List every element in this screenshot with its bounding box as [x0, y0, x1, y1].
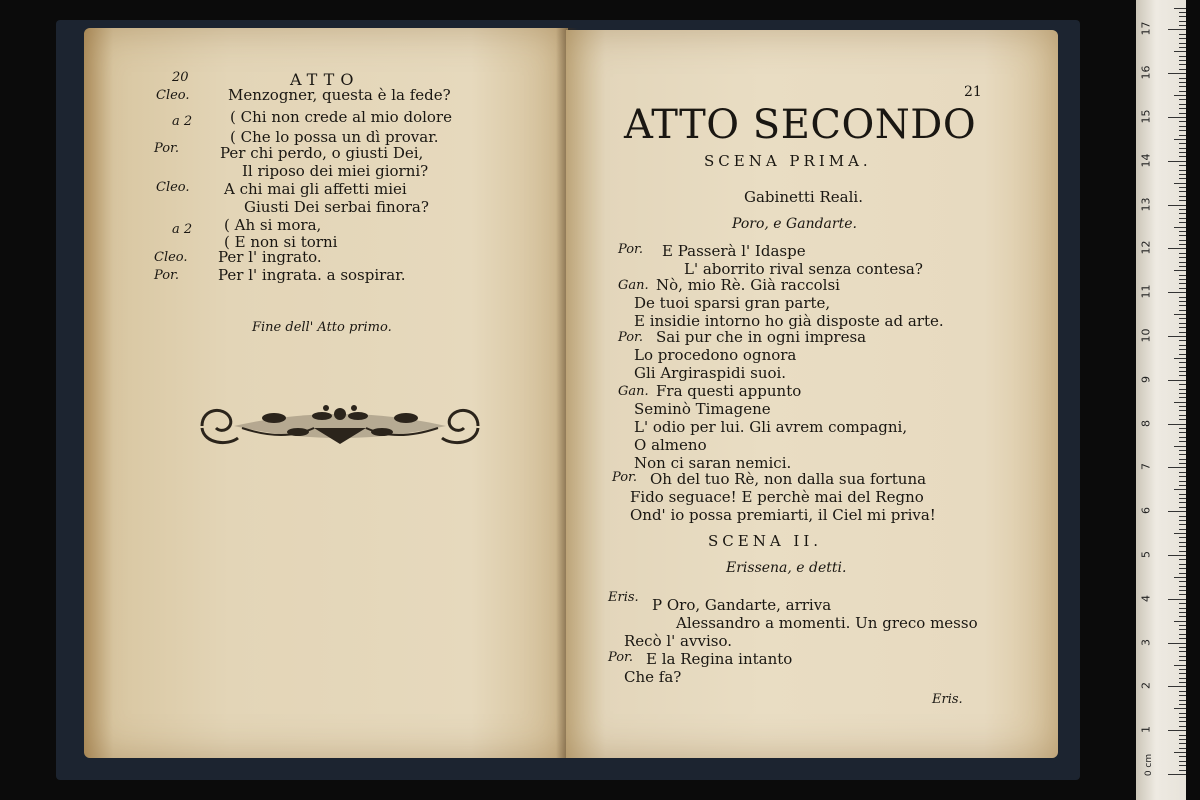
ruler-tick	[1179, 318, 1186, 319]
ruler-tick	[1179, 590, 1186, 591]
ruler-tick	[1179, 108, 1186, 109]
ruler-tick	[1168, 292, 1186, 293]
ruler-tick	[1179, 266, 1186, 267]
ruler-tick	[1179, 634, 1186, 635]
ruler-tick	[1179, 332, 1186, 333]
ruler-tick	[1179, 174, 1186, 175]
ruler-tick	[1179, 240, 1186, 241]
verse-line: O almeno	[634, 436, 707, 454]
ruler-tick	[1179, 170, 1186, 171]
ruler-tick	[1179, 275, 1186, 276]
verse-line: Fra questi appunto	[656, 382, 802, 400]
ruler-tick	[1179, 279, 1186, 280]
verse-line: Per l' ingrato.	[218, 248, 322, 266]
ruler-tick	[1168, 248, 1186, 249]
ruler-tick	[1179, 704, 1186, 705]
act-title: ATTO SECONDO	[624, 102, 977, 148]
ruler-tick	[1179, 354, 1186, 355]
ruler-tick	[1174, 489, 1186, 490]
ruler-tick	[1179, 516, 1186, 517]
speaker-label: Gan.	[618, 384, 649, 399]
ruler-tick	[1179, 573, 1186, 574]
ruler-tick	[1179, 713, 1186, 714]
ruler-tick	[1179, 362, 1186, 363]
ruler-number: 15	[1139, 109, 1153, 124]
ruler-tick	[1179, 770, 1186, 771]
ruler-tick	[1179, 345, 1186, 346]
ruler-tick	[1179, 244, 1186, 245]
verse-line: Ond' io possa premiarti, il Ciel mi priva!	[630, 506, 936, 524]
ruler-tick	[1168, 336, 1186, 337]
ruler-tick	[1168, 424, 1186, 425]
speaker-label: Por.	[612, 470, 637, 485]
verse-line: Oh del tuo Rè, non dalla sua fortuna	[650, 470, 927, 488]
speaker-label: Por.	[154, 141, 179, 156]
ruler-tick	[1168, 205, 1186, 206]
ruler-tick	[1179, 603, 1186, 604]
verse-line: Non ci saran nemici.	[634, 454, 792, 472]
measuring-ruler	[1136, 0, 1186, 800]
ruler-tick	[1179, 384, 1186, 385]
verse-line: Recò l' avviso.	[624, 632, 732, 650]
ruler-tick	[1179, 91, 1186, 92]
ruler-tick	[1179, 257, 1186, 258]
verse-line: De tuoi sparsi gran parte,	[634, 294, 831, 312]
ruler-tick	[1179, 691, 1186, 692]
verse-line: Menzogner, questa è la fede?	[228, 86, 451, 104]
ruler-tick	[1179, 682, 1186, 683]
ruler-tick	[1179, 283, 1186, 284]
ruler-tick	[1179, 104, 1186, 105]
ruler-number: 1	[1139, 726, 1153, 734]
ruler-tick	[1179, 47, 1186, 48]
ruler-tick	[1179, 608, 1186, 609]
ruler-tick	[1179, 371, 1186, 372]
ruler-tick	[1168, 380, 1186, 381]
left-page	[84, 28, 568, 758]
ruler-tick	[1179, 726, 1186, 727]
scene-characters: Erissena, e detti.	[726, 560, 847, 576]
ruler-tick	[1179, 135, 1186, 136]
ruler-tick	[1179, 529, 1186, 530]
ruler-tick	[1179, 721, 1186, 722]
ruler-number: 8	[1139, 419, 1153, 427]
ornament-vignette	[194, 398, 486, 454]
ruler-tick	[1179, 389, 1186, 390]
verse-line: Per l' ingrata. a sospirar.	[218, 266, 406, 284]
ruler-tick	[1179, 213, 1186, 214]
ruler-tick	[1179, 616, 1186, 617]
ruler-tick	[1174, 183, 1186, 184]
verse-line: Per chi perdo, o giusti Dei,	[220, 144, 424, 162]
ruler-number: 13	[1139, 197, 1153, 212]
ruler-tick	[1174, 358, 1186, 359]
ruler-tick	[1179, 218, 1186, 219]
ruler-tick	[1179, 397, 1186, 398]
ruler-number: 5	[1139, 551, 1153, 558]
ruler-tick	[1179, 673, 1186, 674]
ruler-tick	[1174, 8, 1186, 9]
ruler-tick	[1179, 450, 1186, 451]
ruler-tick	[1179, 559, 1186, 560]
ruler-tick	[1179, 656, 1186, 657]
ruler-tick	[1179, 165, 1186, 166]
ruler-tick	[1174, 95, 1186, 96]
ruler-tick	[1179, 761, 1186, 762]
ruler-number: 7	[1139, 463, 1153, 471]
ruler-tick	[1179, 156, 1186, 157]
ruler-tick	[1179, 695, 1186, 696]
ruler-tick	[1179, 143, 1186, 144]
ruler-tick	[1179, 524, 1186, 525]
ruler-tick	[1168, 555, 1186, 556]
speaker-label: a 2	[172, 114, 193, 129]
speaker-label: Gan.	[618, 278, 649, 293]
ruler-tick	[1179, 187, 1186, 188]
ruler-tick	[1174, 270, 1186, 271]
ruler-tick	[1179, 43, 1186, 44]
speaker-label: Por.	[154, 268, 179, 283]
ruler-tick	[1179, 78, 1186, 79]
ruler-tick	[1179, 743, 1186, 744]
ruler-tick	[1179, 121, 1186, 122]
ruler-tick	[1179, 148, 1186, 149]
ruler-tick	[1179, 69, 1186, 70]
ruler-tick	[1179, 586, 1186, 587]
scene-heading: SCENA II.	[708, 532, 823, 550]
ruler-tick	[1179, 253, 1186, 254]
scene-heading: SCENA PRIMA.	[704, 152, 872, 170]
ruler-tick	[1179, 568, 1186, 569]
speaker-label: Cleo.	[156, 180, 190, 195]
verse-line: Lo procedono ognora	[634, 346, 797, 364]
verse-line: P Oro, Gandarte, arriva	[652, 596, 832, 614]
ruler-tick	[1179, 12, 1186, 13]
verse-line: Giusti Dei serbai finora?	[244, 198, 429, 216]
verse-line: Seminò Timagene	[634, 400, 771, 418]
ruler-tick	[1179, 288, 1186, 289]
ruler-tick	[1179, 765, 1186, 766]
ruler-tick	[1179, 38, 1186, 39]
ruler-tick	[1179, 152, 1186, 153]
ruler-tick	[1179, 441, 1186, 442]
ruler-tick	[1179, 56, 1186, 57]
ruler-number: 11	[1139, 284, 1153, 299]
ruler-number: 14	[1139, 153, 1153, 168]
ruler-tick	[1179, 551, 1186, 552]
ruler-number: 6	[1139, 507, 1153, 515]
ruler-tick	[1174, 621, 1186, 622]
ruler-tick	[1179, 367, 1186, 368]
ruler-tick	[1179, 638, 1186, 639]
ruler-tick	[1179, 21, 1186, 22]
ruler-tick	[1179, 485, 1186, 486]
ruler-number: 2	[1139, 682, 1153, 690]
ruler-tick	[1179, 222, 1186, 223]
ruler-tick	[1179, 520, 1186, 521]
catchword: Eris.	[932, 692, 963, 707]
ruler-tick	[1179, 546, 1186, 547]
ruler-tick	[1174, 227, 1186, 228]
ruler-tick	[1179, 660, 1186, 661]
ruler-number: 3	[1139, 638, 1153, 646]
verse-line: Fido seguace! E perchè mai del Regno	[630, 488, 924, 506]
ruler-unit-label: 0 cm	[1144, 753, 1155, 777]
speaker-label: Cleo.	[154, 250, 188, 265]
ruler-tick	[1179, 463, 1186, 464]
scene-setting: Gabinetti Reali.	[744, 188, 863, 206]
verse-line: E Passerà l' Idaspe	[662, 242, 806, 260]
speaker-label: Por.	[608, 650, 633, 665]
ruler-tick	[1168, 643, 1186, 644]
ruler-tick	[1179, 82, 1186, 83]
ruler-tick	[1168, 29, 1186, 30]
ruler-tick	[1168, 467, 1186, 468]
ruler-tick	[1168, 599, 1186, 600]
ruler-tick	[1179, 494, 1186, 495]
ruler-tick	[1179, 481, 1186, 482]
ruler-tick	[1179, 410, 1186, 411]
verse-line: A chi mai gli affetti miei	[224, 180, 407, 198]
ruler-tick	[1168, 686, 1186, 687]
ruler-tick	[1174, 752, 1186, 753]
ruler-tick	[1179, 748, 1186, 749]
ruler-tick	[1168, 511, 1186, 512]
ruler-number: 10	[1139, 328, 1153, 343]
verse-line: E insidie intorno ho già disposte ad arte.	[634, 312, 944, 330]
left-page-number: 20	[172, 70, 189, 85]
end-of-act-note: Fine dell' Atto primo.	[252, 320, 392, 335]
ruler-tick	[1179, 739, 1186, 740]
ruler-tick	[1179, 196, 1186, 197]
ruler-tick	[1179, 419, 1186, 420]
ruler-tick	[1179, 305, 1186, 306]
ruler-tick	[1179, 191, 1186, 192]
ruler-tick	[1179, 327, 1186, 328]
verse-line: Sai pur che in ogni impresa	[656, 328, 867, 346]
speaker-label: Por.	[618, 242, 643, 257]
ruler-tick	[1179, 34, 1186, 35]
ruler-tick	[1179, 472, 1186, 473]
verse-line: L' odio per lui. Gli avrem compagni,	[634, 418, 908, 436]
ruler-tick	[1179, 297, 1186, 298]
ruler-tick	[1179, 16, 1186, 17]
verse-line: Il riposo dei miei giorni?	[242, 162, 429, 180]
verse-line: Alessandro a momenti. Un greco messo	[676, 614, 978, 632]
ruler-tick	[1179, 700, 1186, 701]
ruler-number: 9	[1139, 375, 1153, 383]
ruler-tick	[1179, 25, 1186, 26]
ruler-number: 16	[1139, 65, 1153, 80]
ruler-tick	[1168, 774, 1186, 775]
ruler-tick	[1179, 437, 1186, 438]
ruler-tick	[1179, 629, 1186, 630]
verse-line: Che fa?	[624, 668, 682, 686]
verse-line: ( Che lo possa un dì provar.	[230, 128, 439, 146]
verse-line: ( E non si torni	[224, 233, 338, 251]
ruler-tick	[1179, 60, 1186, 61]
ruler-tick	[1179, 507, 1186, 508]
ruler-tick	[1179, 113, 1186, 114]
right-page	[566, 30, 1058, 758]
verse-line: E la Regina intanto	[646, 650, 793, 668]
ruler-tick	[1179, 459, 1186, 460]
ruler-tick	[1179, 393, 1186, 394]
ruler-tick	[1179, 454, 1186, 455]
ruler-tick	[1179, 130, 1186, 131]
ruler-tick	[1179, 406, 1186, 407]
ruler-tick	[1179, 415, 1186, 416]
ruler-tick	[1179, 594, 1186, 595]
ruler-tick	[1179, 178, 1186, 179]
ruler-tick	[1179, 432, 1186, 433]
right-page-number: 21	[964, 84, 982, 100]
ruler-tick	[1179, 235, 1186, 236]
ruler-tick	[1179, 349, 1186, 350]
ruler-tick	[1174, 51, 1186, 52]
ruler-tick	[1174, 577, 1186, 578]
speaker-label: a 2	[172, 222, 193, 237]
ruler-tick	[1179, 323, 1186, 324]
ruler-tick	[1174, 446, 1186, 447]
ruler-tick	[1174, 139, 1186, 140]
ruler-tick	[1179, 756, 1186, 757]
ruler-tick	[1179, 651, 1186, 652]
ruler-tick	[1174, 708, 1186, 709]
ruler-tick	[1179, 209, 1186, 210]
ruler-tick	[1179, 542, 1186, 543]
speaker-label: Por.	[618, 330, 643, 345]
speaker-label: Cleo.	[156, 88, 190, 103]
ruler-tick	[1179, 612, 1186, 613]
speaker-label: Eris.	[608, 590, 639, 605]
ruler-tick	[1168, 73, 1186, 74]
ruler-tick	[1179, 581, 1186, 582]
ruler-tick	[1179, 735, 1186, 736]
ruler-tick	[1179, 498, 1186, 499]
verse-line: L' aborrito rival senza contesa?	[684, 260, 923, 278]
ruler-tick	[1174, 665, 1186, 666]
ruler-tick	[1174, 533, 1186, 534]
ruler-tick	[1179, 64, 1186, 65]
verse-line: ( Ah si mora,	[224, 216, 322, 234]
ruler-tick	[1174, 314, 1186, 315]
ruler-tick	[1179, 537, 1186, 538]
ruler-tick	[1179, 476, 1186, 477]
ruler-tick	[1168, 730, 1186, 731]
verse-line: ( Chi non crede al mio dolore	[230, 108, 452, 126]
ruler-tick	[1168, 117, 1186, 118]
ruler-tick	[1179, 647, 1186, 648]
ruler-tick	[1179, 625, 1186, 626]
ruler-tick	[1179, 717, 1186, 718]
ruler-tick	[1179, 375, 1186, 376]
ruler-tick	[1179, 669, 1186, 670]
ruler-tick	[1179, 502, 1186, 503]
ruler-tick	[1179, 231, 1186, 232]
scene-characters: Poro, e Gandarte.	[732, 216, 857, 232]
ruler-tick	[1179, 428, 1186, 429]
ruler-tick	[1168, 161, 1186, 162]
verse-line: Gli Argiraspidi suoi.	[634, 364, 787, 382]
verse-line: Nò, mio Rè. Già raccolsi	[656, 276, 840, 294]
ruler-tick	[1179, 262, 1186, 263]
ruler-tick	[1179, 200, 1186, 201]
ruler-tick	[1179, 678, 1186, 679]
ruler-tick	[1179, 86, 1186, 87]
ruler-number: 17	[1139, 21, 1153, 36]
ruler-tick	[1179, 99, 1186, 100]
ruler-tick	[1174, 402, 1186, 403]
ruler-tick	[1179, 301, 1186, 302]
ruler-tick	[1179, 310, 1186, 311]
ruler-number: 12	[1139, 240, 1153, 255]
ruler-tick	[1179, 340, 1186, 341]
ruler-tick	[1179, 564, 1186, 565]
left-running-head: ATTO	[290, 70, 360, 89]
ruler-tick	[1179, 126, 1186, 127]
ruler-number: 4	[1139, 594, 1153, 602]
